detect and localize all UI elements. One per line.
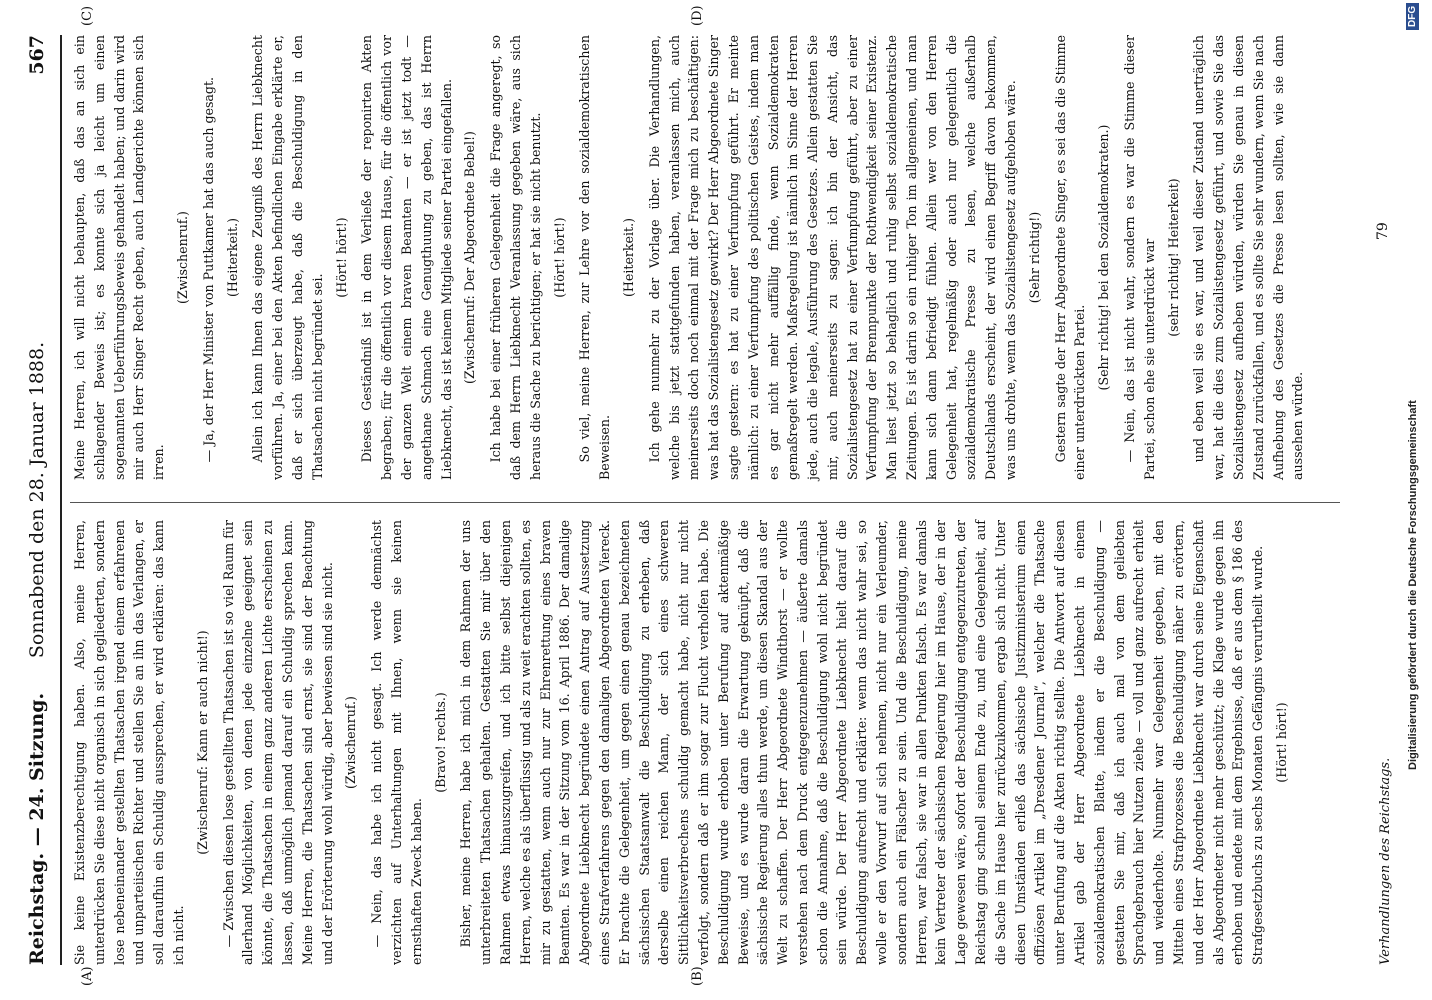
paragraph: Meine Herren, ich will nicht behaupten, daß das an sich ein schlagender Beweis ist; es konnte sich ja leicht um einen sogenannten Ueberführungsbeweis gehandelt haben; und darin wird mir auch Herr Singer Recht geben, auch Landgerichte können sich irren.: [72, 35, 167, 480]
digitization-stamp: [1402, 0, 1424, 1000]
paragraph: — Nein, das ist nicht wahr, sondern es war die Stimme dieser Partei, schon ehe sie unterdrückt war: [1122, 35, 1157, 480]
paragraph: Bisher, meine Herren, habe ich mich in dem Rahmen der uns unterbreiteten Thatsachen gehalten. Gestatten Sie mir über den Rahmen etwas hinauszugreifen, und ich bitte selbst diejenigen Herren, welche es als überflüssig und als zu weit erachten sollten, es mir zu gestatten, wenn auch nur zur Ehrenrettung eines braven Beamten. Es war in der Sitzung vom 16. April 1886. Der damalige Abgeordnete Liebknecht begründete einen Antrag auf Aussetzung eines Strafverfahrens gegen den damaligen Abgeordneten Viereck. Er brachte die Gelegenheit, um gegen einen genau bezeichneten sächsischen Staatsanwalt die Beschuldigung zu erheben, daß derselbe einen reichen Mann, der sich eines schweren Sittlichkeitsverbrechens schuldig gemacht habe, nicht nur nicht verfolgt, sondern daß er ihm sogar zur Flucht verholfen habe. Die Beschuldigung wurde erhoben unter Berufung auf aktenmäßige Beweise, und es wurde daran die Erwartung geknüpft, daß die sächsische Regierung alles thun werde, um diesen Skandal aus der Welt zu schaffen. Der Herr Abgeordnete Windthorst — er wollte verstehen nach dem Druck entgegenzunehmen — äußerte damals schon die Annahme, daß die Beschuldigung wohl nicht begründet sein würde. Der Herr Abgeordnete Liebknecht hielt darauf die Beschuldigung aufrecht und erklärte: wenn das nicht wahr sei, so wolle er den Vorwurf auf sich nehmen, nicht nur ein Verleumder, sondern auch ein Fälscher zu sein. Und die Beschuldigung, meine Herren, war falsch, sie war in allen Punkten falsch. Es war damals kein Vertreter der sächsischen Regierung hier im Hause, der in der Lage gewesen wäre, sofort der Beschuldigung entgegenzutreten, der Reichstag ging schnell seinem Ende zu, und eine Gelegenheit, auf die Sache im Hause hier zurückzukommen, ergab sich nicht. Unter diesen Umständen erließ das sächsische Justizministerium einen offiziösen Artikel im „Dresdener Journal“, welcher die Thatsache unter Berufung auf die Akten richtig stellte. Die Antwort auf diesen Artikel gab der Herr Abgeordnete Liebknecht in einem sozialdemokratischen Blatte, indem er die Beschuldigung — gestatten Sie mir, daß ich auch mal von dem geliebten Sprachgebrauch hier Nutzen ziehe — voll und ganz aufrecht erhielt und wiederholte. Nunmehr war Gelegenheit gegeben, mit den Mitteln eines Strafprozesses die Beschuldigung näher zu erörtern, und der Herr Abgeordnete Liebknecht war durch seine Eigenschaft als Abgeordneter nicht mehr geschützt; die Klage wurde gegen ihn erhoben und endete mit dem Ergebnisse, daß er aus dem § 186 des Strafgesetzbuchs zu sechs Monaten Gefängnis verurtheilt wurde.: [458, 520, 1266, 965]
paragraph: — Ja, der Herr Minister von Puttkamer hat das auch gesagt.: [200, 76, 216, 463]
header-rule: [60, 35, 62, 965]
interjection: (sehr richtig! Heiterkeit): [1165, 178, 1181, 337]
interjection: (Zwischenruf.): [174, 211, 190, 304]
interjection: (Zwischenruf: Kann er auch nicht!): [194, 630, 210, 855]
paragraph: Dieses Geständniß ist in dem Verließe der reponirten Akten begraben; für die öffentlich vor diesem Hause, für die öffentlich vor der ganzen Welt einem braven Beamten — er ist jetzt todt — angethane Schmach eine Genugthuung zu geben, das ist Herrn Liebknecht, das ist keinem Mitgliede seiner Partei eingefallen.: [359, 35, 454, 480]
column-divider: [70, 502, 1340, 503]
interjection: (Bravo! rechts.): [432, 692, 448, 793]
interjection: (Sehr richtig! bei den Sozialdemokraten.): [1096, 124, 1112, 391]
footer-source: Verhandlungen des Reichstags.: [1378, 757, 1393, 965]
paragraph: Sie keine Existenzberechtigung haben. Also, meine Herren, unterdrücken Sie diese nicht organisch in sich gegliederten, sondern lose nebeneinander gestellten Thatsachen irgend einem erfahrenen und unparteiischen Richter und stellen Sie an ihn das Verlangen, er soll daraufhin ein Schuldig aussprechen, er wird erklären: das kann ich nicht.: [72, 520, 186, 965]
interjection: (Heiterkeit.): [620, 218, 636, 297]
digitization-note: Digitalisierung gefördert durch die Deutsche Forschungsgemeinschaft: [1407, 400, 1419, 770]
right-column: [70, 35, 1350, 480]
paragraph: — Zwischen diesen lose gestellten Thatsachen ist so viel Raum für allerhand Möglichkeiten, von denen jede einzelne geeignet sein könnte, die Thatsachen in einem ganz anderen Lichte erscheinen zu lassen, daß unmöglich jemand darauf ein Schuldig sprechen kann. Meine Herren, die Thatsachen sind ernst, sie sind der Beachtung und der Erörterung wohl würdig, aber bewiesen sind sie nicht.: [220, 520, 335, 965]
paragraph: Gestern sagte der Herr Abgeordnete Singer, es sei das die Stimme einer unterdrückten Partei.: [1052, 35, 1088, 480]
dfg-logo: DFG: [1406, 3, 1419, 30]
paragraph: Ich habe bei einer früheren Gelegenheit die Frage angeregt, so daß dem Herrn Liebknecht Veranlassung gegeben wäre, aus sich heraus die Sache zu berichtigen; er hat sie nicht benutzt.: [488, 35, 543, 480]
footer-signature: 79: [1375, 222, 1391, 240]
interjection: (Hört! hört!): [551, 217, 567, 298]
interjection: (Sehr richtig!): [1026, 211, 1042, 304]
interjection: (Zwischenruf.): [343, 696, 359, 789]
interjection: (Zwischenruf: Der Abgeordnete Bebel!): [462, 131, 478, 384]
margin-marker-b: (B): [690, 966, 705, 986]
interjection: (Hört! hört!): [333, 217, 349, 298]
left-column: [70, 520, 1350, 965]
margin-marker-c: (C): [80, 5, 95, 26]
interjection: (Hört! hört!): [1274, 702, 1290, 783]
header-date: Sonnabend den 28. Januar 1888.: [26, 341, 48, 659]
interjection: (Heiterkeit.): [224, 218, 240, 297]
paragraph: So viel, meine Herren, zur Lehre vor den sozialdemokratischen Beweisen.: [577, 35, 613, 480]
page-number: 567: [26, 35, 48, 75]
margin-marker-d: (D): [690, 5, 705, 26]
paragraph: Allein ich kann Ihnen das eigene Zeugniß des Herrn Liebknecht vorführen. Ja, einer bei den Akten befindlichen Eingabe erklärte er, daß er sich überzeugt habe, daß die Beschuldigung in den Thatsachen nicht begründet sei.: [250, 35, 325, 480]
margin-marker-a: (A): [80, 966, 95, 986]
paragraph: Ich gehe nunmehr zu der Vorlage über. Die Verhandlungen, welche bis jetzt stattgefunden haben, veranlassen mich, auch meinerseits doch noch einmal mit der Frage mich zu beschäftigen: was hat das Sozialistengesetz gewirkt? Der Herr Abgeordnete Singer sagte gestern: es hat zu einer Verfumpfung geführt. Er meinte nämlich: zu einer Verfumpfung des politischen Geistes, indem man es gar nicht mehr auffällig finde, wenn Sozialdemokraten gemaßregelt werden. Maßregelung ist nämlich im Sinne der Herren jede, auch die legale, Ausführung des Gesetzes. Allein gestatten Sie mir, auch meinerseits zu sagen: ich bin der Ansicht, das Sozialistengesetz hat zu einer Verfumpfung geführt, aber zu einer Verfumpfung der Brennpunkte der Rothwendigkeit seiner Existenz. Man liest jetzt so behaglich und ruhig selbst sozialdemokratische Zeitungen. Es ist darin so ein ruhiger Ton im allgemeinen, und man kann sich dann befriedigt fühlen. Allein wer von den Herren Gelegenheit hat, regelmäßig oder auch nur gelegentlich die sozialdemokratische Presse zu lesen, welche außerhalb Deutschlands erscheint, der wird einen Begriff davon bekommen, was uns drohte, wenn das Sozialistengesetz aufgehoben wäre.: [646, 35, 1019, 480]
paragraph: — Nein, das habe ich nicht gesagt. Ich werde demnächst verzichten auf Unterhaltungen mit Ihnen, wenn sie keinen ernsthaften Zweck haben.: [369, 520, 424, 965]
header-title: Reichstag. — 24. Sitzung.: [26, 692, 48, 965]
page-header: [20, 35, 60, 965]
paragraph: und eben weil sie es war, und weil dieser Zustand unerträglich war, hat die dies zum Sozialistengesetz geführt, und sowie Sie das Sozialistengesetz aufheben würden, würden Sie genau in diesen Zustand zurückfallen, und es sollte Sie sehr wundern, wenn Sie nach Aufhebung des Gesetzes die Presse lesen sollten, wie sie dann aussehen würde.: [1191, 35, 1306, 480]
